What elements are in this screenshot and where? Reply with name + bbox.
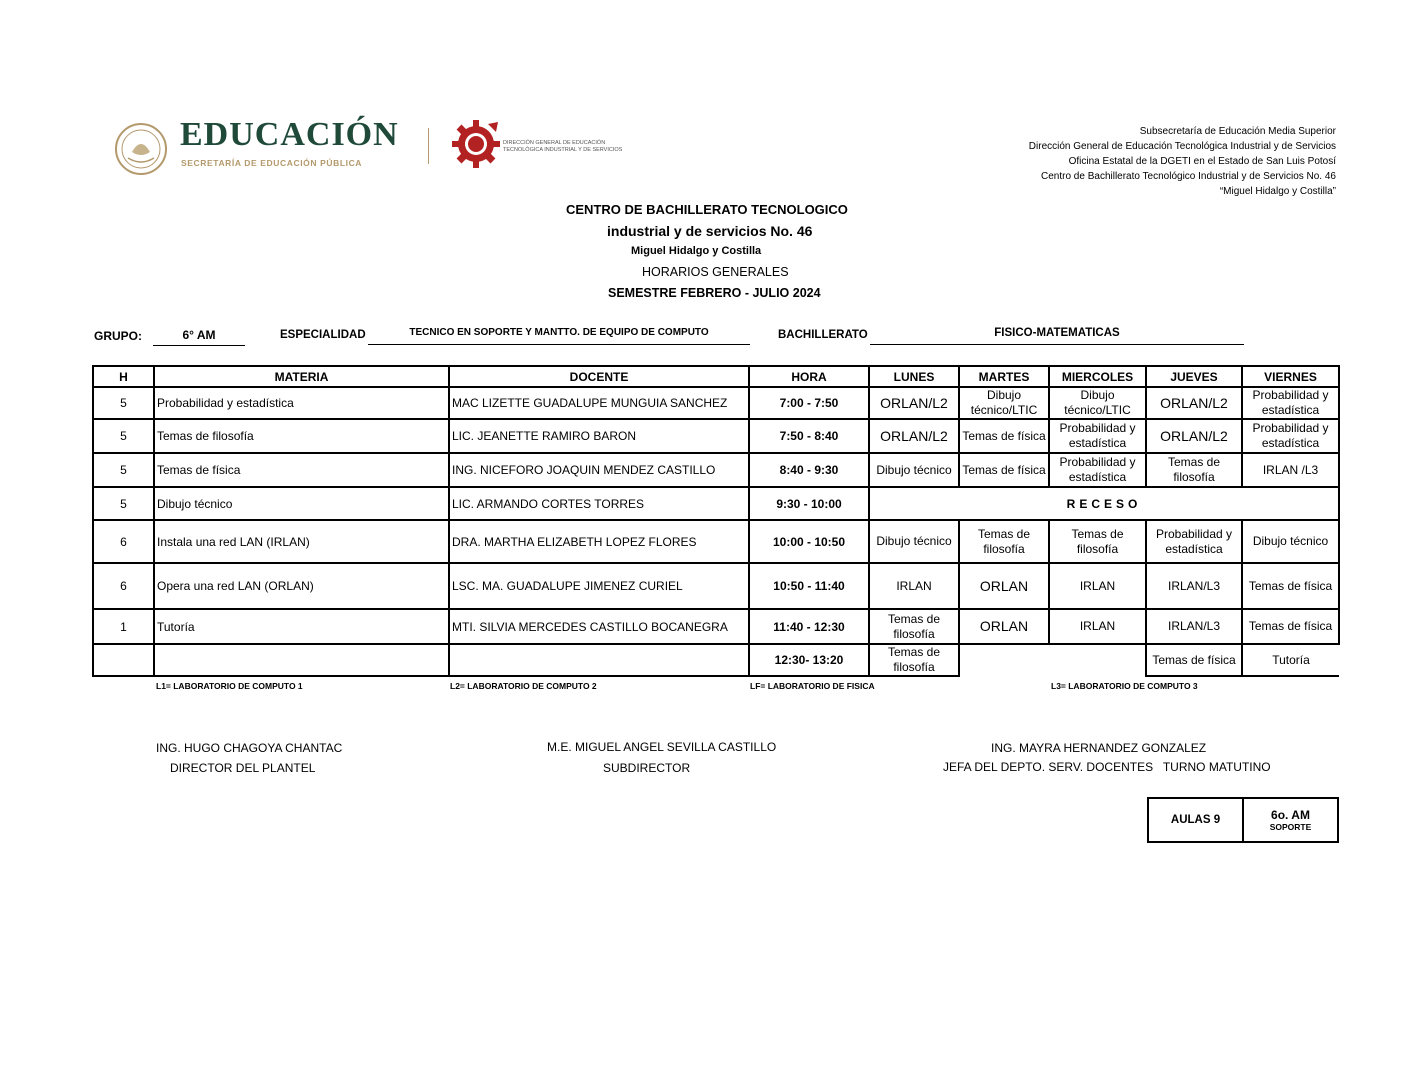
cell-day: IRLAN <box>1049 563 1146 609</box>
table-row <box>93 387 1339 419</box>
cell-docente: MAC LIZETTE GUADALUPE MUNGUIA SANCHEZ <box>449 387 749 419</box>
cell-docente: ING. NICEFORO JOAQUIN MENDEZ CASTILLO <box>449 453 749 487</box>
dgeti-logo-text <box>503 140 622 154</box>
legend-lf: LF= LABORATORIO DE FISICA <box>750 681 875 691</box>
cell-day: IRLAN/L3 <box>1146 609 1242 644</box>
cell-hora: 11:40 - 12:30 <box>749 609 869 644</box>
cell-day: Tutoría <box>1242 644 1339 676</box>
cell-hora: 7:50 - 8:40 <box>749 419 869 453</box>
cell-hora: 12:30- 13:20 <box>749 644 869 676</box>
table-row <box>93 520 1339 563</box>
cell-hora: 7:00 - 7:50 <box>749 387 869 419</box>
table-row <box>93 609 1339 644</box>
title-horarios: HORARIOS GENERALES <box>642 265 789 279</box>
table-header-row <box>93 366 1339 387</box>
sep-logo-subtitle: SECRETARÍA DE EDUCACIÓN PÚBLICA <box>181 158 363 168</box>
bachillerato-label: BACHILLERATO <box>778 329 868 341</box>
cell-materia: Dibujo técnico <box>154 487 449 520</box>
dgeti-text-line: DIRECCIÓN GENERAL DE EDUCACIÓN <box>503 140 606 146</box>
cell-docente: DRA. MARTHA ELIZABETH LOPEZ FLORES <box>449 520 749 563</box>
cell-day: ORLAN/L2 <box>1146 419 1242 453</box>
cell-materia: Instala una red LAN (IRLAN) <box>154 520 449 563</box>
cell-h: 5 <box>93 453 154 487</box>
cell-day: Dibujo técnico <box>1242 520 1339 563</box>
institution-header <box>1029 124 1336 199</box>
schedule-table <box>92 365 1340 677</box>
cell-docente: MTI. SILVIA MERCEDES CASTILLO BOCANEGRA <box>449 609 749 644</box>
especialidad-label: ESPECIALIDAD <box>280 329 366 341</box>
cell-day: IRLAN <box>869 563 959 609</box>
cell-day: Probabilidad y estadística <box>1242 419 1339 453</box>
cell-docente: LSC. MA. GUADALUPE JIMENEZ CURIEL <box>449 563 749 609</box>
cell-day: Probabilidad y estadística <box>1242 387 1339 419</box>
table-row <box>93 453 1339 487</box>
table-row <box>93 419 1339 453</box>
cell-materia: Probabilidad y estadística <box>154 387 449 419</box>
especialidad-value: TECNICO EN SOPORTE Y MANTTO. DE EQUIPO DE COMPUTO <box>368 327 750 345</box>
institution-line: Oficina Estatal de la DGETI en el Estado de San Luis Potosí <box>1068 156 1336 167</box>
cell-docente: LIC. ARMANDO CORTES TORRES <box>449 487 749 520</box>
cell-day: Probabilidad y estadística <box>1049 453 1146 487</box>
cell-materia: Temas de física <box>154 453 449 487</box>
cell-day: Temas de física <box>1242 609 1339 644</box>
aulas-group-cell <box>1243 798 1338 842</box>
legend-l1: L1= LABORATORIO DE COMPUTO 1 <box>156 681 303 691</box>
cell-h: 6 <box>93 563 154 609</box>
sep-logo-title: EDUCACIÓN <box>180 116 399 153</box>
cell-day: IRLAN /L3 <box>1242 453 1339 487</box>
institution-line: “Miguel Hidalgo y Costilla” <box>1219 186 1336 197</box>
grupo-label: GRUPO: <box>94 329 142 343</box>
cell-day: ORLAN <box>959 563 1049 609</box>
cell-day: Temas de filosofía <box>959 520 1049 563</box>
cell-h <box>93 644 154 676</box>
logo-divider <box>428 128 429 164</box>
cell-day: Probabilidad y estadística <box>1049 419 1146 453</box>
cell-day: Temas de filosofía <box>1146 453 1242 487</box>
cell-day: Temas de física <box>1146 644 1242 676</box>
cell-day: IRLAN <box>1049 609 1146 644</box>
institution-line: Dirección General de Educación Tecnológica Industrial y de Servicios <box>1028 141 1336 152</box>
cell-hora: 10:00 - 10:50 <box>749 520 869 563</box>
mexico-seal-icon <box>110 122 172 176</box>
cell-day: Dibujo técnico <box>869 453 959 487</box>
cell-day: Temas de física <box>959 419 1049 453</box>
aulas-group: 6o. AM <box>1271 808 1310 822</box>
cell-day: ORLAN/L2 <box>869 387 959 419</box>
legend-l2: L2= LABORATORIO DE COMPUTO 2 <box>450 681 597 691</box>
header-martes: MARTES <box>959 366 1049 387</box>
cell-day <box>959 644 1049 676</box>
cell-day: Temas de física <box>1242 563 1339 609</box>
cell-h: 5 <box>93 419 154 453</box>
cell-day: Temas de física <box>959 453 1049 487</box>
header-miercoles: MIERCOLES <box>1049 366 1146 387</box>
subdirector-name: M.E. MIGUEL ANGEL SEVILLA CASTILLO <box>547 740 777 754</box>
cell-day: Dibujo técnico/LTIC <box>1049 387 1146 419</box>
cell-day: Temas de filosofía <box>1049 520 1146 563</box>
cell-hora: 9:30 - 10:00 <box>749 487 869 520</box>
cell-day <box>1049 644 1146 676</box>
cell-day: ORLAN <box>959 609 1049 644</box>
cell-day: Probabilidad y estadística <box>1146 520 1242 563</box>
aulas-box <box>1147 797 1339 843</box>
header-materia: MATERIA <box>154 366 449 387</box>
director-name: ING. HUGO CHAGOYA CHANTAC <box>156 741 343 755</box>
jefa-name: ING. MAYRA HERNANDEZ GONZALEZ <box>991 741 1207 755</box>
header-docente: DOCENTE <box>449 366 749 387</box>
cell-day: ORLAN/L2 <box>1146 387 1242 419</box>
cell-h: 6 <box>93 520 154 563</box>
aulas-label: AULAS 9 <box>1148 798 1243 842</box>
institution-line: Centro de Bachillerato Tecnológico Industrial y de Servicios No. 46 <box>1041 171 1336 182</box>
jefa-role: JEFA DEL DEPTO. SERV. DOCENTES TURNO MATUTINO <box>943 760 1271 774</box>
cell-day: Dibujo técnico/LTIC <box>959 387 1049 419</box>
cell-h: 1 <box>93 609 154 644</box>
cell-hora: 8:40 - 9:30 <box>749 453 869 487</box>
cell-day: IRLAN/L3 <box>1146 563 1242 609</box>
cell-h: 5 <box>93 487 154 520</box>
grupo-value: 6° AM <box>153 328 245 346</box>
bachillerato-value: FISICO-MATEMATICAS <box>870 327 1244 345</box>
title-school: CENTRO DE BACHILLERATO TECNOLOGICO <box>566 202 848 217</box>
table-row <box>93 563 1339 609</box>
header-jueves: JUEVES <box>1146 366 1242 387</box>
header-lunes: LUNES <box>869 366 959 387</box>
title-name: Miguel Hidalgo y Costilla <box>631 245 762 257</box>
table-row <box>93 644 1339 676</box>
header-h: H <box>93 366 154 387</box>
cell-hora: 10:50 - 11:40 <box>749 563 869 609</box>
cell-materia: Tutoría <box>154 609 449 644</box>
cell-materia: Temas de filosofía <box>154 419 449 453</box>
dgeti-text-line: TECNOLÓGICA INDUSTRIAL Y DE SERVICIOS <box>503 147 623 153</box>
cell-day: Temas de filosofía <box>869 644 959 676</box>
cell-materia <box>154 644 449 676</box>
header-viernes: VIERNES <box>1242 366 1339 387</box>
header-hora: HORA <box>749 366 869 387</box>
dgeti-gear-icon <box>450 118 502 170</box>
cell-day: Temas de filosofía <box>869 609 959 644</box>
subdirector-role: SUBDIRECTOR <box>603 761 691 775</box>
table-row <box>93 487 1339 520</box>
cell-h: 5 <box>93 387 154 419</box>
title-semester: SEMESTRE FEBRERO - JULIO 2024 <box>608 286 821 300</box>
cell-day: ORLAN/L2 <box>869 419 959 453</box>
director-role: DIRECTOR DEL PLANTEL <box>170 761 316 775</box>
institution-line: Subsecretaría de Educación Media Superior <box>1139 126 1336 137</box>
cell-materia: Opera una red LAN (ORLAN) <box>154 563 449 609</box>
legend-l3: L3= LABORATORIO DE COMPUTO 3 <box>1051 681 1198 691</box>
receso-cell: RECESO <box>869 487 1339 520</box>
aulas-sub: SOPORTE <box>1269 822 1312 832</box>
cell-day: Dibujo técnico <box>869 520 959 563</box>
cell-docente: LIC. JEANETTE RAMIRO BARON <box>449 419 749 453</box>
cell-docente <box>449 644 749 676</box>
title-subtitle: industrial y de servicios No. 46 <box>607 223 813 239</box>
